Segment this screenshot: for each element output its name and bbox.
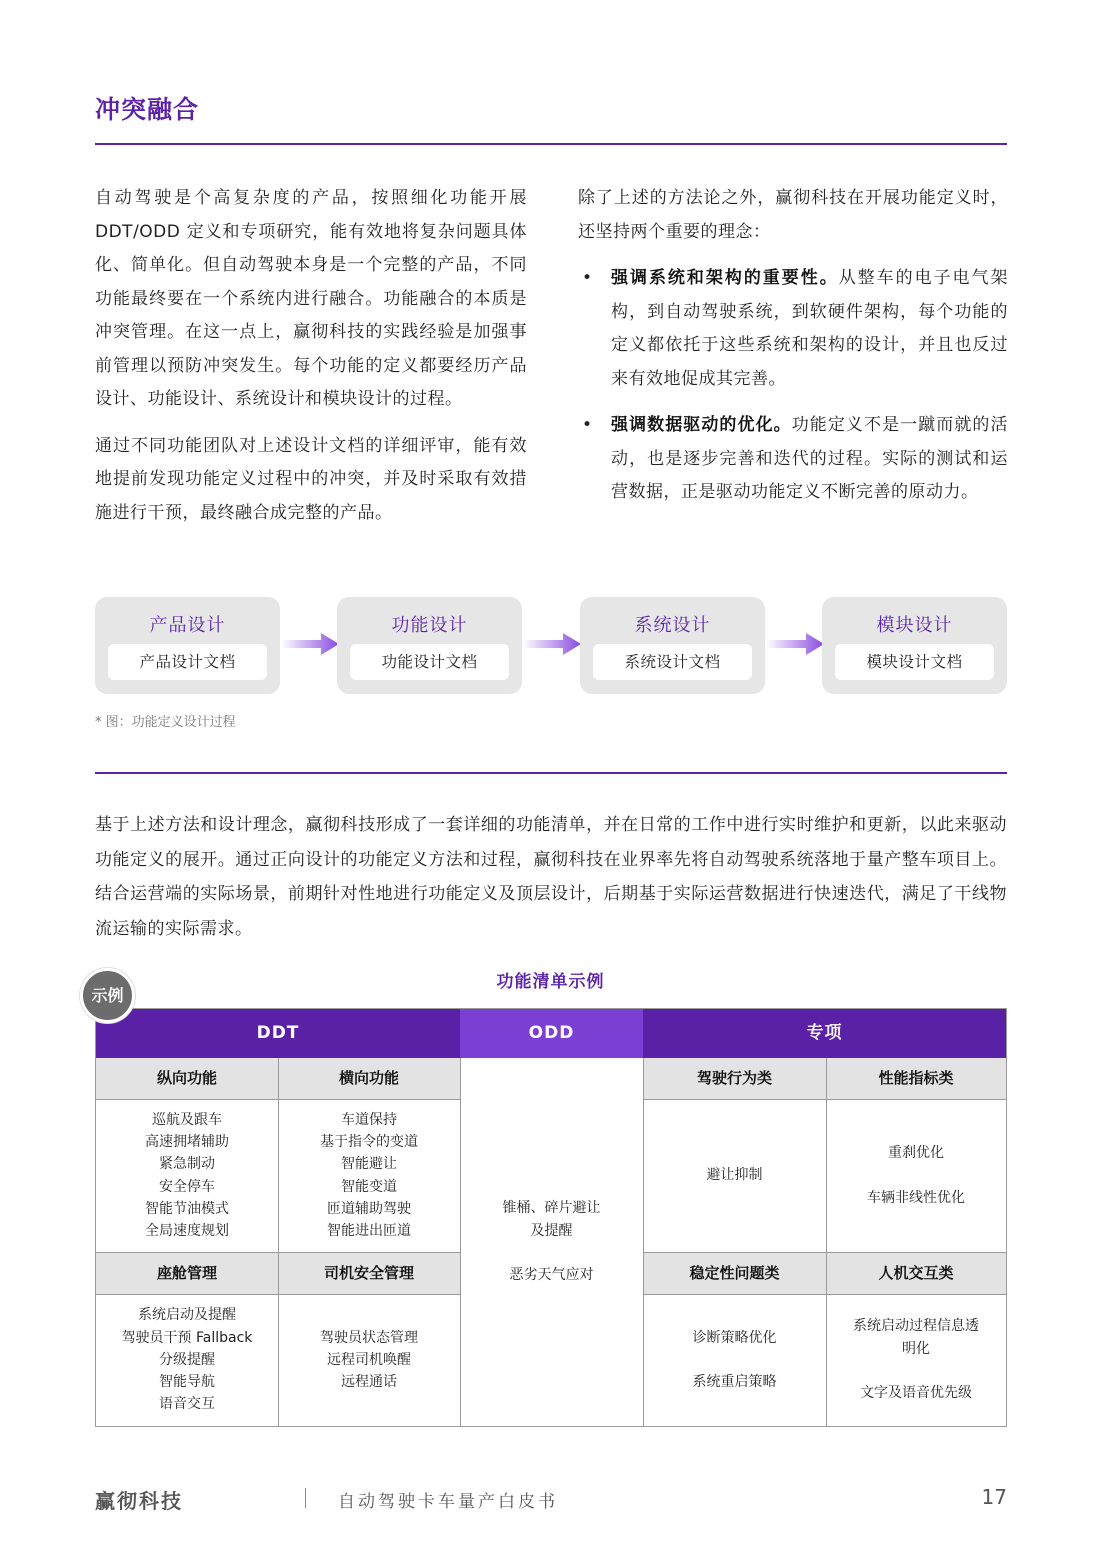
flow-step-title: 系统设计	[634, 615, 711, 636]
list-item: 车辆非线性优化	[867, 1189, 965, 1206]
flow-step-title: 模块设计	[876, 615, 953, 636]
flow-step-function	[337, 597, 522, 694]
subheader-lateral: 横向功能	[278, 1058, 460, 1099]
cell-odd	[460, 1058, 643, 1426]
cell-stability	[643, 1294, 826, 1426]
list-item: 分级提醒	[159, 1351, 215, 1368]
list-item: 高速拥堵辅助	[145, 1133, 229, 1150]
footer-brand: 赢彻科技	[95, 1489, 183, 1513]
table-title: 功能清单示例	[496, 972, 605, 992]
flow-caption: * 图：功能定义设计过程	[95, 715, 236, 730]
list-spacer	[732, 1349, 736, 1371]
left-paragraph-2: 通过不同功能团队对上述设计文档的详细评审，能有效地提前发现功能定义过程中的冲突，并及时采取有效措施进行干预，最终融合成完整的产品。	[95, 435, 527, 523]
flow-step-doc: 系统设计文档	[593, 644, 752, 680]
list-item: 系统重启策略	[692, 1374, 777, 1391]
subheader-longitudinal: 纵向功能	[96, 1058, 278, 1099]
bullet-glyph: •	[582, 268, 593, 288]
table-gridline	[96, 1294, 460, 1295]
header-odd: ODD	[460, 1009, 643, 1058]
list-item: 驾驶员状态管理	[320, 1329, 418, 1346]
list-item: 智能导航	[159, 1374, 215, 1391]
list-item: 系统启动过程信息透	[853, 1318, 979, 1335]
flow-step-doc: 功能设计文档	[350, 644, 509, 680]
page-footer	[95, 1485, 1007, 1515]
list-item: 智能变道	[341, 1178, 397, 1195]
table-gridline	[460, 1058, 461, 1426]
header-ddt: DDT	[96, 1009, 460, 1058]
principle-item	[578, 262, 1008, 396]
table-gridline	[826, 1058, 827, 1426]
table-gridline	[278, 1058, 279, 1426]
section-title: 冲突融合	[95, 95, 200, 124]
cell-driving-behavior	[643, 1099, 826, 1252]
list-item: 驾驶员干预 Fallback	[121, 1329, 253, 1346]
list-item: 车道保持	[341, 1111, 397, 1128]
table-gridline	[643, 1252, 1006, 1253]
footer-separator	[305, 1488, 306, 1508]
list-item: 恶劣天气应对	[509, 1267, 594, 1284]
flow-arrow-icon	[766, 631, 826, 657]
left-column	[95, 182, 527, 543]
list-item: 匝道辅助驾驶	[327, 1200, 411, 1217]
cell-lateral	[278, 1099, 460, 1252]
list-item: 重刹优化	[888, 1145, 944, 1162]
list-item: 紧急制动	[159, 1156, 215, 1173]
flow-step-module	[822, 597, 1007, 694]
subheader-hmi: 人机交互类	[826, 1252, 1006, 1294]
flow-step-doc: 产品设计文档	[108, 644, 267, 680]
list-spacer	[914, 1164, 918, 1186]
right-intro: 除了上述的方法论之外，赢彻科技在开展功能定义时，还坚持两个重要的理念：	[578, 188, 1008, 242]
list-item: 及提醒	[530, 1222, 573, 1239]
header-special: 专项	[643, 1009, 1006, 1058]
list-item: 文字及语音优先级	[860, 1385, 972, 1402]
cell-hmi	[826, 1294, 1006, 1426]
flow-step-title: 产品设计	[149, 615, 226, 636]
feature-list-paragraph: 基于上述方法和设计理念，赢彻科技形成了一套详细的功能清单，并在日常的工作中进行实时维护和更新，以此来驱动功能定义的展开。通过正向设计的功能定义方法和过程，赢彻科技在业界率先将自动驾驶系统落地于量产整车项目上。结合运营端的实际场景，前期针对性地进行功能定义及顶层设计，后期基于实际运营数据进行快速迭代，满足了干线物流运输的实际需求。	[95, 815, 1007, 939]
subheader-performance: 性能指标类	[826, 1058, 1006, 1099]
flow-step-doc: 模块设计文档	[835, 644, 994, 680]
principle-text: 从整车的电子电气架构，到自动驾驶系统，到软硬件架构，每个功能的定义都依托于这些系统和架构的设计，并且也反过来有效地促成其完善。	[611, 268, 1009, 389]
list-item: 基于指令的变道	[320, 1133, 418, 1150]
list-item: 巡航及跟车	[152, 1111, 222, 1128]
cell-longitudinal	[96, 1099, 278, 1252]
principle-bold: 强调数据驱动的优化。	[611, 415, 792, 435]
principle-list	[578, 262, 1008, 510]
table-gridline	[96, 1252, 460, 1253]
bullet-glyph: •	[582, 415, 593, 435]
list-item: 锥桶、碎片避让	[502, 1200, 601, 1217]
section-divider	[95, 772, 1007, 774]
flow-step-system	[580, 597, 765, 694]
list-item: 远程司机唤醒	[327, 1351, 411, 1368]
subheader-driving-behavior: 驾驶行为类	[643, 1058, 826, 1099]
cell-driver-safety	[278, 1294, 460, 1426]
list-item: 语音交互	[159, 1396, 215, 1413]
list-item: 避让抑制	[706, 1167, 763, 1184]
list-item: 明化	[902, 1340, 930, 1357]
list-item: 安全停车	[159, 1178, 215, 1195]
flow-arrow-icon	[523, 631, 583, 657]
page-number: 17	[981, 1485, 1007, 1509]
list-item: 系统启动及提醒	[138, 1307, 236, 1324]
footer-doc-title: 自动驾驶卡车量产白皮书	[338, 1492, 558, 1512]
cell-cabin	[96, 1294, 278, 1426]
flow-arrow-icon	[281, 631, 341, 657]
list-item: 远程通话	[341, 1374, 397, 1391]
list-item: 诊断策略优化	[692, 1329, 777, 1346]
title-divider	[95, 143, 1007, 145]
principle-bold: 强调系统和架构的重要性。	[611, 268, 839, 288]
principle-text: 功能定义不是一蹴而就的活动，也是逐步完善和迭代的过程。实际的测试和运营数据，正是驱动功能定义不断完善的原动力。	[611, 415, 1009, 502]
right-column	[578, 182, 1008, 523]
list-spacer	[549, 1242, 553, 1264]
design-flow-diagram	[95, 597, 1007, 694]
principle-item	[578, 409, 1008, 510]
list-item: 智能进出匝道	[327, 1223, 411, 1240]
table-gridline	[643, 1099, 1006, 1100]
table-gridline	[643, 1058, 644, 1426]
feature-table	[95, 1008, 1007, 1427]
subheader-driver-safety: 司机安全管理	[278, 1252, 460, 1294]
example-badge: 示例	[80, 968, 135, 1023]
subheader-stability: 稳定性问题类	[643, 1252, 826, 1294]
list-item: 智能避让	[341, 1156, 397, 1173]
table-gridline	[643, 1294, 1006, 1295]
flow-step-product	[95, 597, 280, 694]
flow-step-title: 功能设计	[391, 615, 468, 636]
cell-performance	[826, 1099, 1006, 1252]
list-item: 全局速度规划	[145, 1223, 229, 1240]
subheader-cabin: 座舱管理	[96, 1252, 278, 1294]
table-gridline	[96, 1099, 460, 1100]
list-item: 智能节油模式	[145, 1200, 229, 1217]
left-paragraph-1: 自动驾驶是个高复杂度的产品，按照细化功能开展DDT/ODD 定义和专项研究，能有效地将复杂问题具体化、简单化。但自动驾驶本身是一个完整的产品，不同功能最终要在一个系统内进行融合。功能融合的本质是冲突管理。在这一点上，赢彻科技的实践经验是加强事前管理以预防冲突发生。每个功能的定义都要经历产品设计、功能设计、系统设计和模块设计的过程。	[95, 188, 527, 409]
list-spacer	[914, 1360, 918, 1382]
